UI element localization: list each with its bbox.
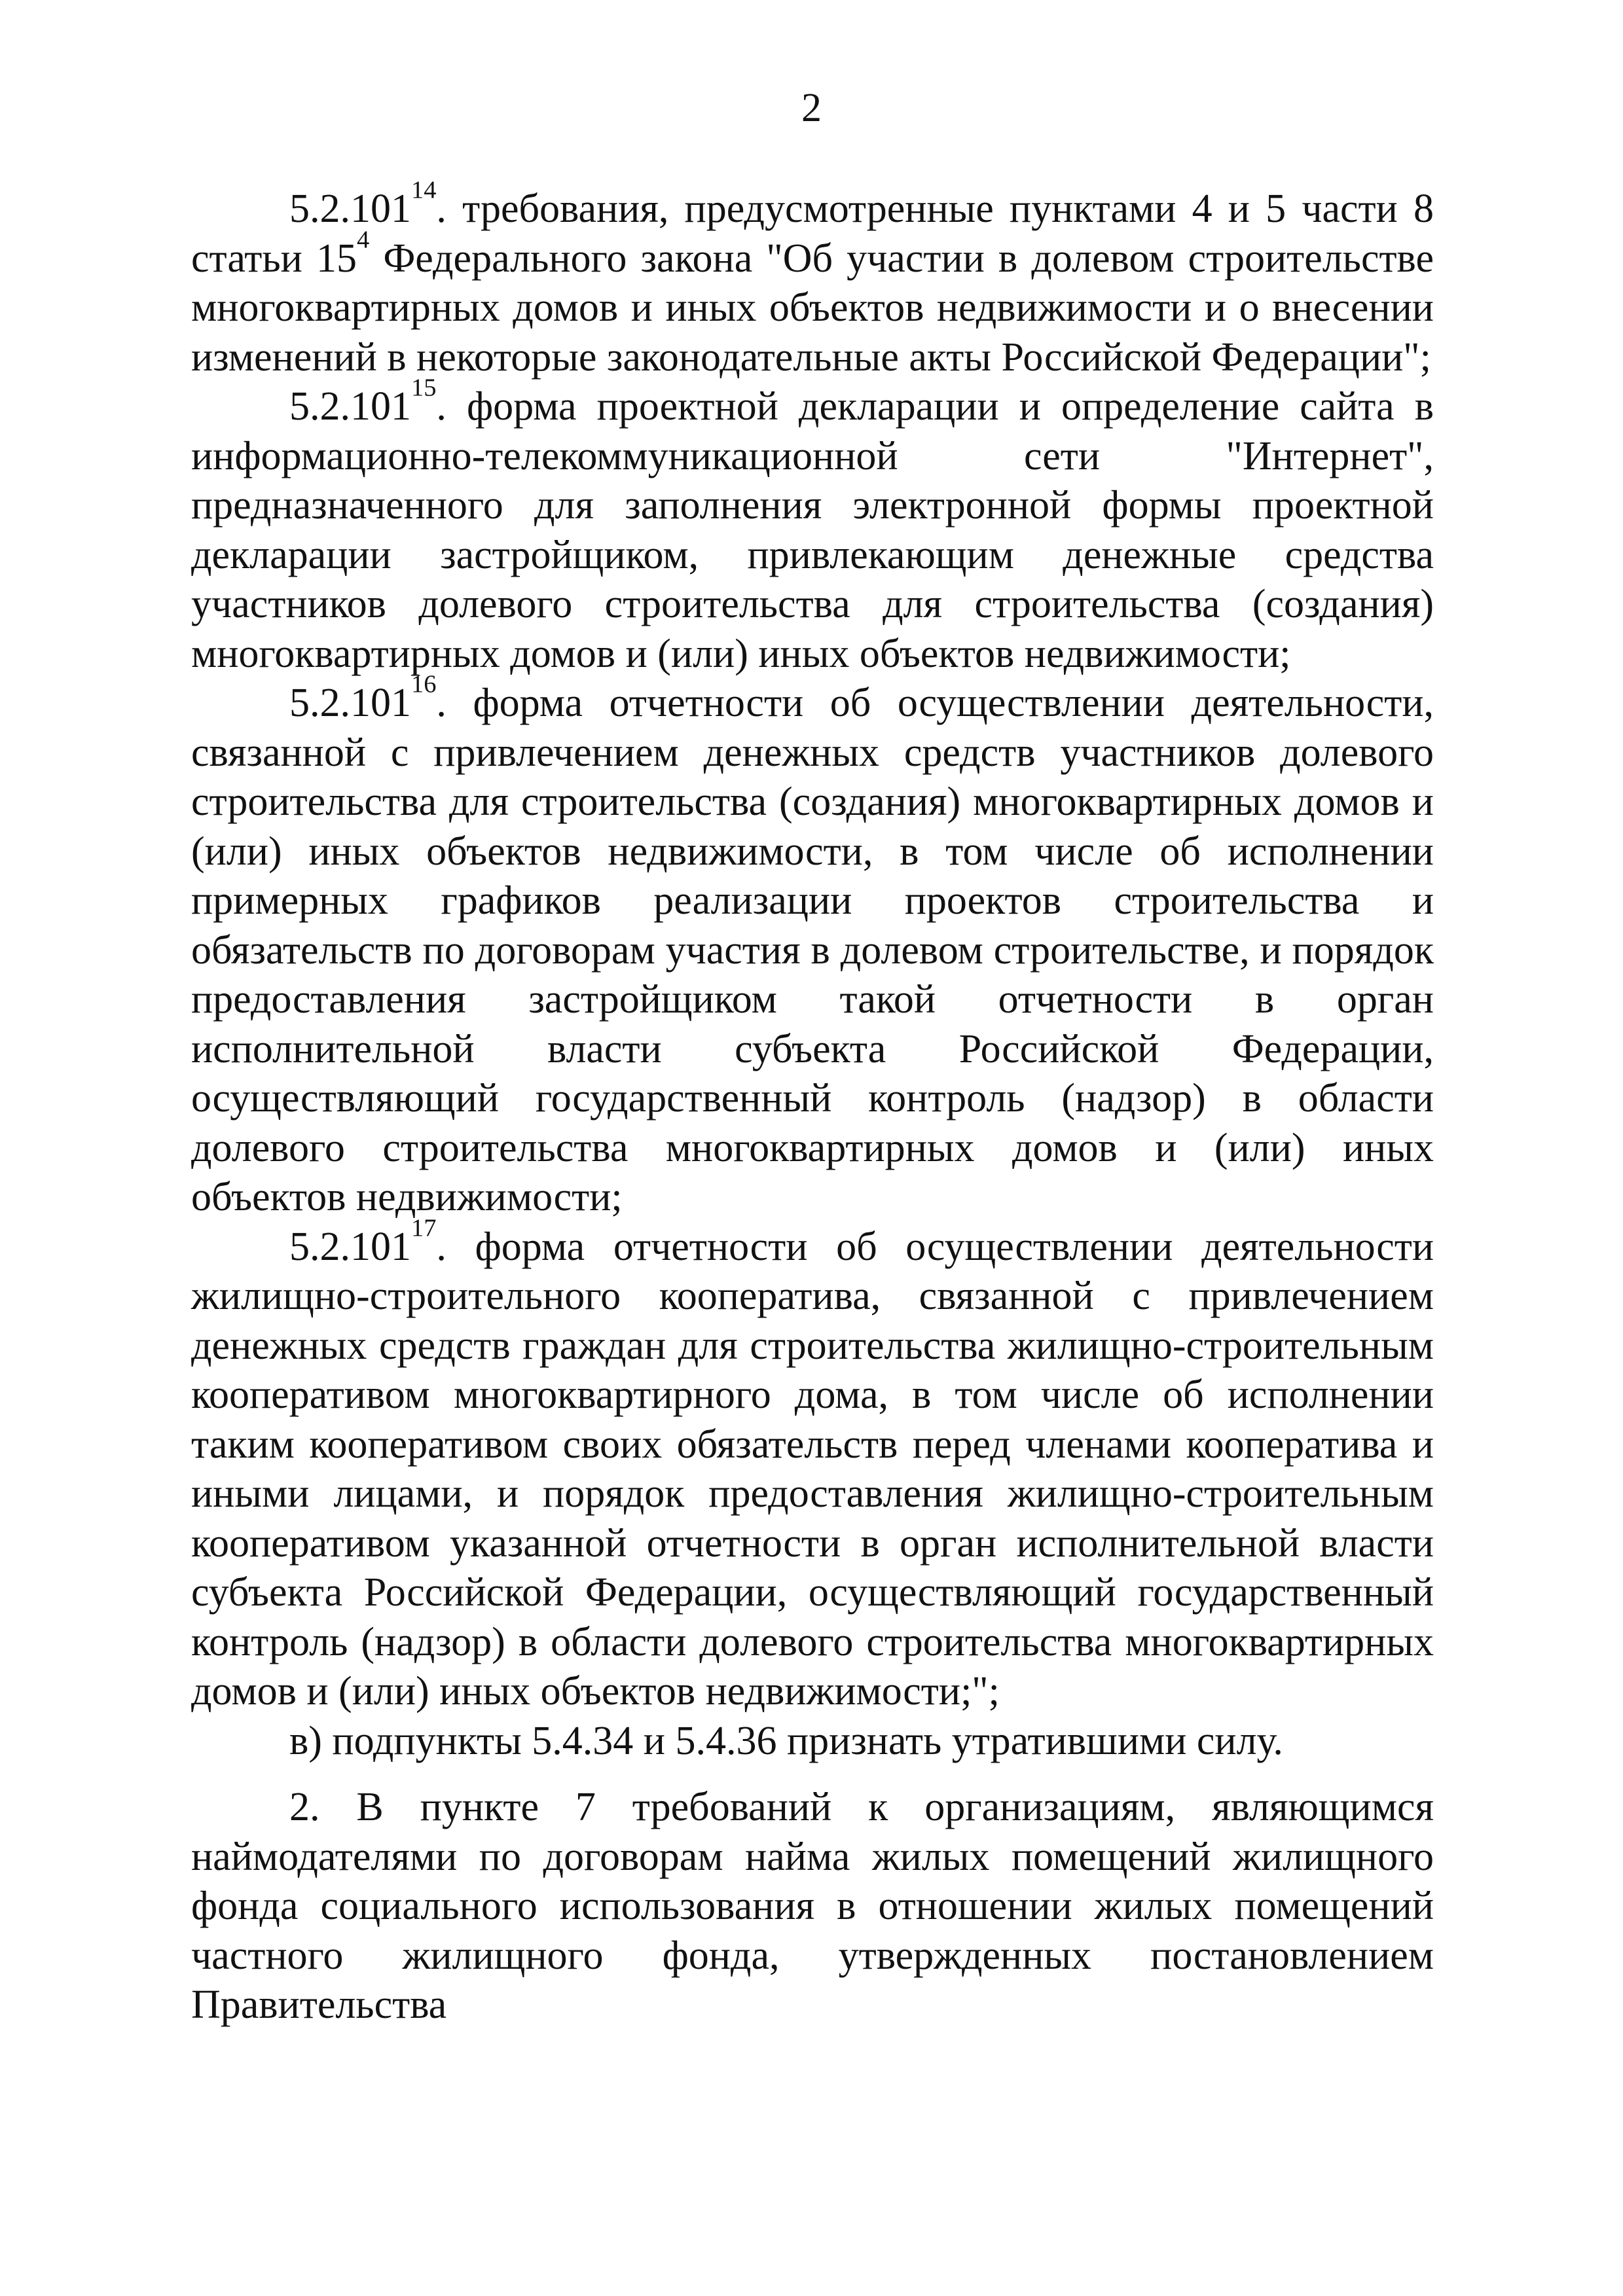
clause-separator: . [436, 384, 467, 429]
paragraph-text: форма проектной декларации и определение сайта в информационно-телекоммуникационной сети "Интернет", предназначенного для заполнения электронной формы проектной декларации застройщиком, привлекающим денежные средства участников долевого строительства для строительства (создания) многоквартирных домов и (или) иных объектов недвижимости; [191, 384, 1434, 676]
paragraph-5-2-101-17 [191, 1213, 1434, 1717]
paragraph-text: форма отчетности об осуществлении деятельности жилищно-строительного кооператива, связанной с привлечением денежных средств граждан для строительства жилищно-строительным кооперативом многоквартирного дома, в том числе об исполнении таким кооперативом своих обязательств перед членами кооператива и иными лицами, и порядок предоставления жилищно-строительным кооперативом указанной отчетности в орган исполнительной власти субъекта Российской Федерации, осуществляющий государственный контроль (надзор) в области долевого строительства многоквартирных домов и (или) иных объектов недвижимости;"; [191, 1224, 1434, 1713]
article-superscript: 4 [356, 225, 370, 253]
clause-number: 5.2.101 [289, 681, 411, 725]
clause-separator: . [436, 187, 463, 231]
paragraph-5-2-101-16 [191, 670, 1434, 1223]
clause-number: 5.2.101 [289, 384, 411, 429]
clause-superscript: 17 [411, 1213, 437, 1242]
clause-superscript: 16 [411, 670, 437, 698]
paragraph-5-2-101-15 [191, 374, 1434, 679]
item-v: в) подпункты 5.4.34 и 5.4.36 признать утратившими силу. [289, 1718, 1283, 1763]
document-body [191, 176, 1434, 2030]
clause-superscript: 14 [411, 176, 437, 204]
item-2: 2. В пункте 7 требований к организациям, являющимся наймодателями по договорам найма жилых помещений жилищного фонда социального использования в отношении жилых помещений частного жилищного фонда, утвержденных постановлением Правительства [191, 1785, 1434, 2027]
clause-number: 5.2.101 [289, 1224, 411, 1269]
page-number: 2 [801, 86, 822, 130]
clause-number: 5.2.101 [289, 187, 411, 231]
clause-superscript: 15 [411, 374, 437, 402]
paragraph-text-continued: Федерального закона "Об участии в долевом строительстве многоквартирных домов и иных объектов недвижимости и о внесении изменений в некоторые законодательные акты Российской Федерации"; [191, 236, 1434, 380]
paragraph-5-2-101-14 [191, 176, 1434, 382]
paragraph-text: требования, предусмотренные пунктами 4 и 5 части 8 статьи 15 [191, 187, 1434, 281]
clause-separator: . [436, 681, 473, 725]
clause-separator: . [436, 1224, 475, 1269]
paragraph-text: форма отчетности об осуществлении деятельности, связанной с привлечением денежных средств участников долевого строительства для строительства (создания) многоквартирных домов и (или) иных объектов недвижимости, в том числе об исполнении примерных графиков реализации проектов строительства и обязательств по договорам участия в долевом строительстве, и порядок предоставления застройщиком такой отчетности в орган исполнительной власти субъекта Российской Федерации, осуществляющий государственный контроль (надзор) в области долевого строительства многоквартирных домов и (или) иных объектов недвижимости; [191, 681, 1434, 1219]
